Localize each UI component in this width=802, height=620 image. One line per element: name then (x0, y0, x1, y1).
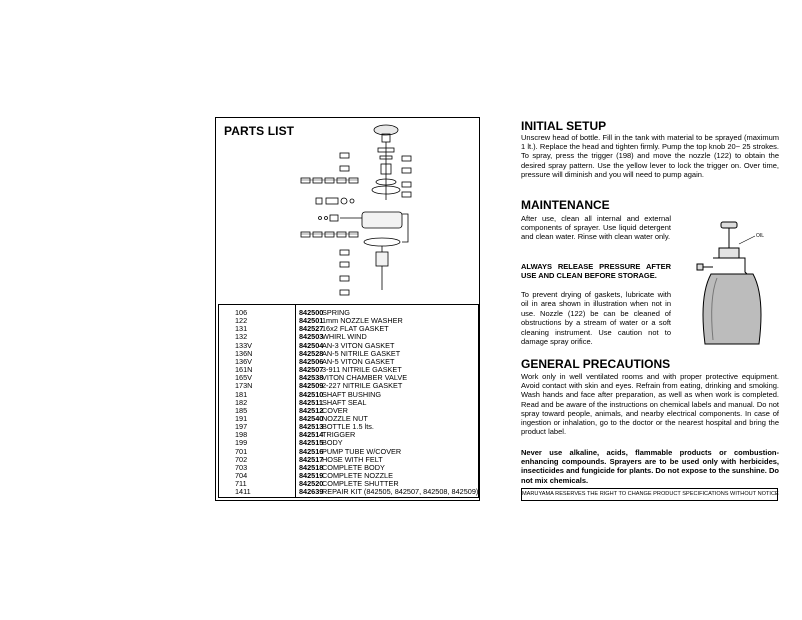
maintenance-warning: ALWAYS RELEASE PRESSURE AFTER USE AND CLEAN BEFORE STORAGE. (521, 262, 671, 281)
part-ref: 711 (235, 479, 247, 489)
part-ref: 131 (235, 324, 248, 334)
part-ref: 181 (235, 389, 248, 399)
part-code: 842512 (299, 405, 324, 415)
part-ref: 185 (235, 405, 248, 415)
part-ref: 703 (235, 462, 248, 472)
part-ref: 198 (235, 430, 248, 440)
part-ref: 165V (235, 373, 253, 383)
part-code: 842501 (299, 316, 324, 326)
parts-table (218, 304, 479, 498)
general-precautions-warning: Never use alkaline, acids, flammable products or combustion-enhancing compounds. Sprayers are to be used only with herbicides, insecticides and fungicide for plants. Do not expose to the sunshine. Do not mix chemicals. (521, 448, 779, 485)
part-ref: 197 (235, 422, 248, 432)
parts-row (219, 488, 478, 496)
part-desc: VITON CHAMBER VALVE (322, 373, 408, 383)
part-code: 842515 (299, 438, 324, 448)
part-desc: BODY (322, 438, 343, 448)
part-code: 842509 (299, 381, 324, 391)
part-ref: 161N (235, 365, 253, 375)
part-desc: COMPLETE NOZZLE (322, 471, 393, 480)
part-code: 842527 (299, 324, 324, 334)
part-desc: 3-911 NITRILE GASKET (322, 365, 402, 375)
parts-list-title: PARTS LIST (224, 124, 295, 138)
part-code: 842511 (299, 397, 323, 407)
sprayer-illustration (683, 214, 783, 354)
part-ref: 702 (235, 454, 248, 464)
part-ref: 704 (235, 471, 248, 480)
specifications-notice: MARUYAMA RESERVES THE RIGHT TO CHANGE PRODUCT SPECIFICATIONS WITHOUT NOTICE (521, 488, 778, 501)
part-code: 842528 (299, 348, 324, 358)
part-desc: SHAFT SEAL (322, 397, 367, 407)
part-ref: 122 (235, 316, 248, 326)
part-desc: 2-227 NITRILE GASKET (322, 381, 403, 391)
part-code: 842518 (299, 462, 324, 472)
oil-label: OIL (756, 233, 765, 239)
initial-setup-heading: INITIAL SETUP (521, 119, 607, 133)
part-desc: SPRING (322, 308, 350, 317)
parts-row (219, 431, 478, 439)
part-code: 842500 (299, 308, 324, 317)
part-desc: COMPLETE SHUTTER (322, 479, 399, 489)
part-desc: COMPLETE BODY (322, 462, 385, 472)
part-ref: 191 (235, 413, 248, 423)
part-desc: PUMP TUBE W/COVER (322, 446, 402, 456)
part-code: 842519 (299, 471, 324, 480)
part-ref: 136N (235, 348, 253, 358)
exploded-parts-diagram (296, 120, 420, 300)
part-code: 842507 (299, 365, 324, 375)
part-desc: NOZZLE NUT (322, 413, 368, 423)
part-ref: 106 (235, 308, 248, 317)
part-desc: 1mm NOZZLE WASHER (322, 316, 403, 326)
part-ref: 132 (235, 332, 248, 342)
maintenance-lubrication-text: To prevent drying of gaskets, lubricate with oil in area shown in illustration when not in use. Nozzle (122) be can be cleaned of obstructions by a stream of water or a soft cleaning instrument. Use caution not to damage spray orifice. (521, 290, 671, 347)
initial-setup-text: Unscrew head of bottle. Fill in the tank with material to be sprayed (maximum 1 lt.). Replace the head and tighten firmly. Pump the top knob 20~ 25 strokes. To spray, press the trigger (198) and move the nozzle (122) to obtain the desired spray pattern. Use the yellow lever to lock the trigger on. Over time, pressure will diminish and you will need to pump again. (521, 133, 779, 179)
part-desc: AN-5 VITON GASKET (322, 356, 395, 366)
part-code: 842639 (299, 487, 324, 497)
part-ref: 173N (235, 381, 253, 391)
part-desc: AN-3 VITON GASKET (322, 340, 395, 350)
part-desc: COVER (322, 405, 348, 415)
part-desc: BOTTLE 1.5 lts. (322, 422, 374, 432)
part-desc: TRIGGER (322, 430, 356, 440)
part-ref: 701 (235, 446, 248, 456)
part-ref: 136V (235, 356, 253, 366)
part-ref: 1411 (235, 487, 251, 497)
part-code: 842540 (299, 413, 324, 423)
part-code: 842503 (299, 332, 324, 342)
part-code: 842510 (299, 389, 324, 399)
part-code: 842513 (299, 422, 324, 432)
part-code: 842517 (299, 454, 324, 464)
part-desc: 16x2 FLAT GASKET (322, 324, 389, 334)
general-precautions-heading: GENERAL PRECAUTIONS (521, 357, 671, 371)
part-desc: SHAFT BUSHING (322, 389, 382, 399)
part-code: 842514 (299, 430, 324, 440)
parts-row (219, 399, 478, 407)
part-desc: AN-5 NITRILE GASKET (322, 348, 401, 358)
part-code: 842538 (299, 373, 324, 383)
part-ref: 199 (235, 438, 248, 448)
part-code: 842516 (299, 446, 324, 456)
general-precautions-text: Work only in well ventilated rooms and with proper protective equipment. Avoid contact with skin and eyes. Refrain from eating, drinking and smoking. Wash hands and face after preparation, as well as when work is completed. Read and be aware of the instructions on chemical labels and manual. Do not spray toward people, animals, and nearby electrical components. In case of ingestion or inhalation, go to the doctor or the nearest hospital and bring the product label. (521, 372, 779, 437)
part-code: 842506 (299, 356, 324, 366)
part-desc: WHIRL WIND (322, 332, 367, 342)
part-code: 842520 (299, 479, 324, 489)
part-ref: 182 (235, 397, 248, 407)
maintenance-heading: MAINTENANCE (521, 198, 610, 212)
part-desc: HOSE WITH FELT (322, 454, 383, 464)
part-code: 842504 (299, 340, 324, 350)
maintenance-text: After use, clean all internal and external components of sprayer. Use liquid detergent and clean water. Rinse with clean water only. (521, 214, 671, 242)
part-ref: 133V (235, 340, 253, 350)
part-desc: REPAIR KIT (842505, 842507, 842508, 842509) (322, 487, 479, 497)
